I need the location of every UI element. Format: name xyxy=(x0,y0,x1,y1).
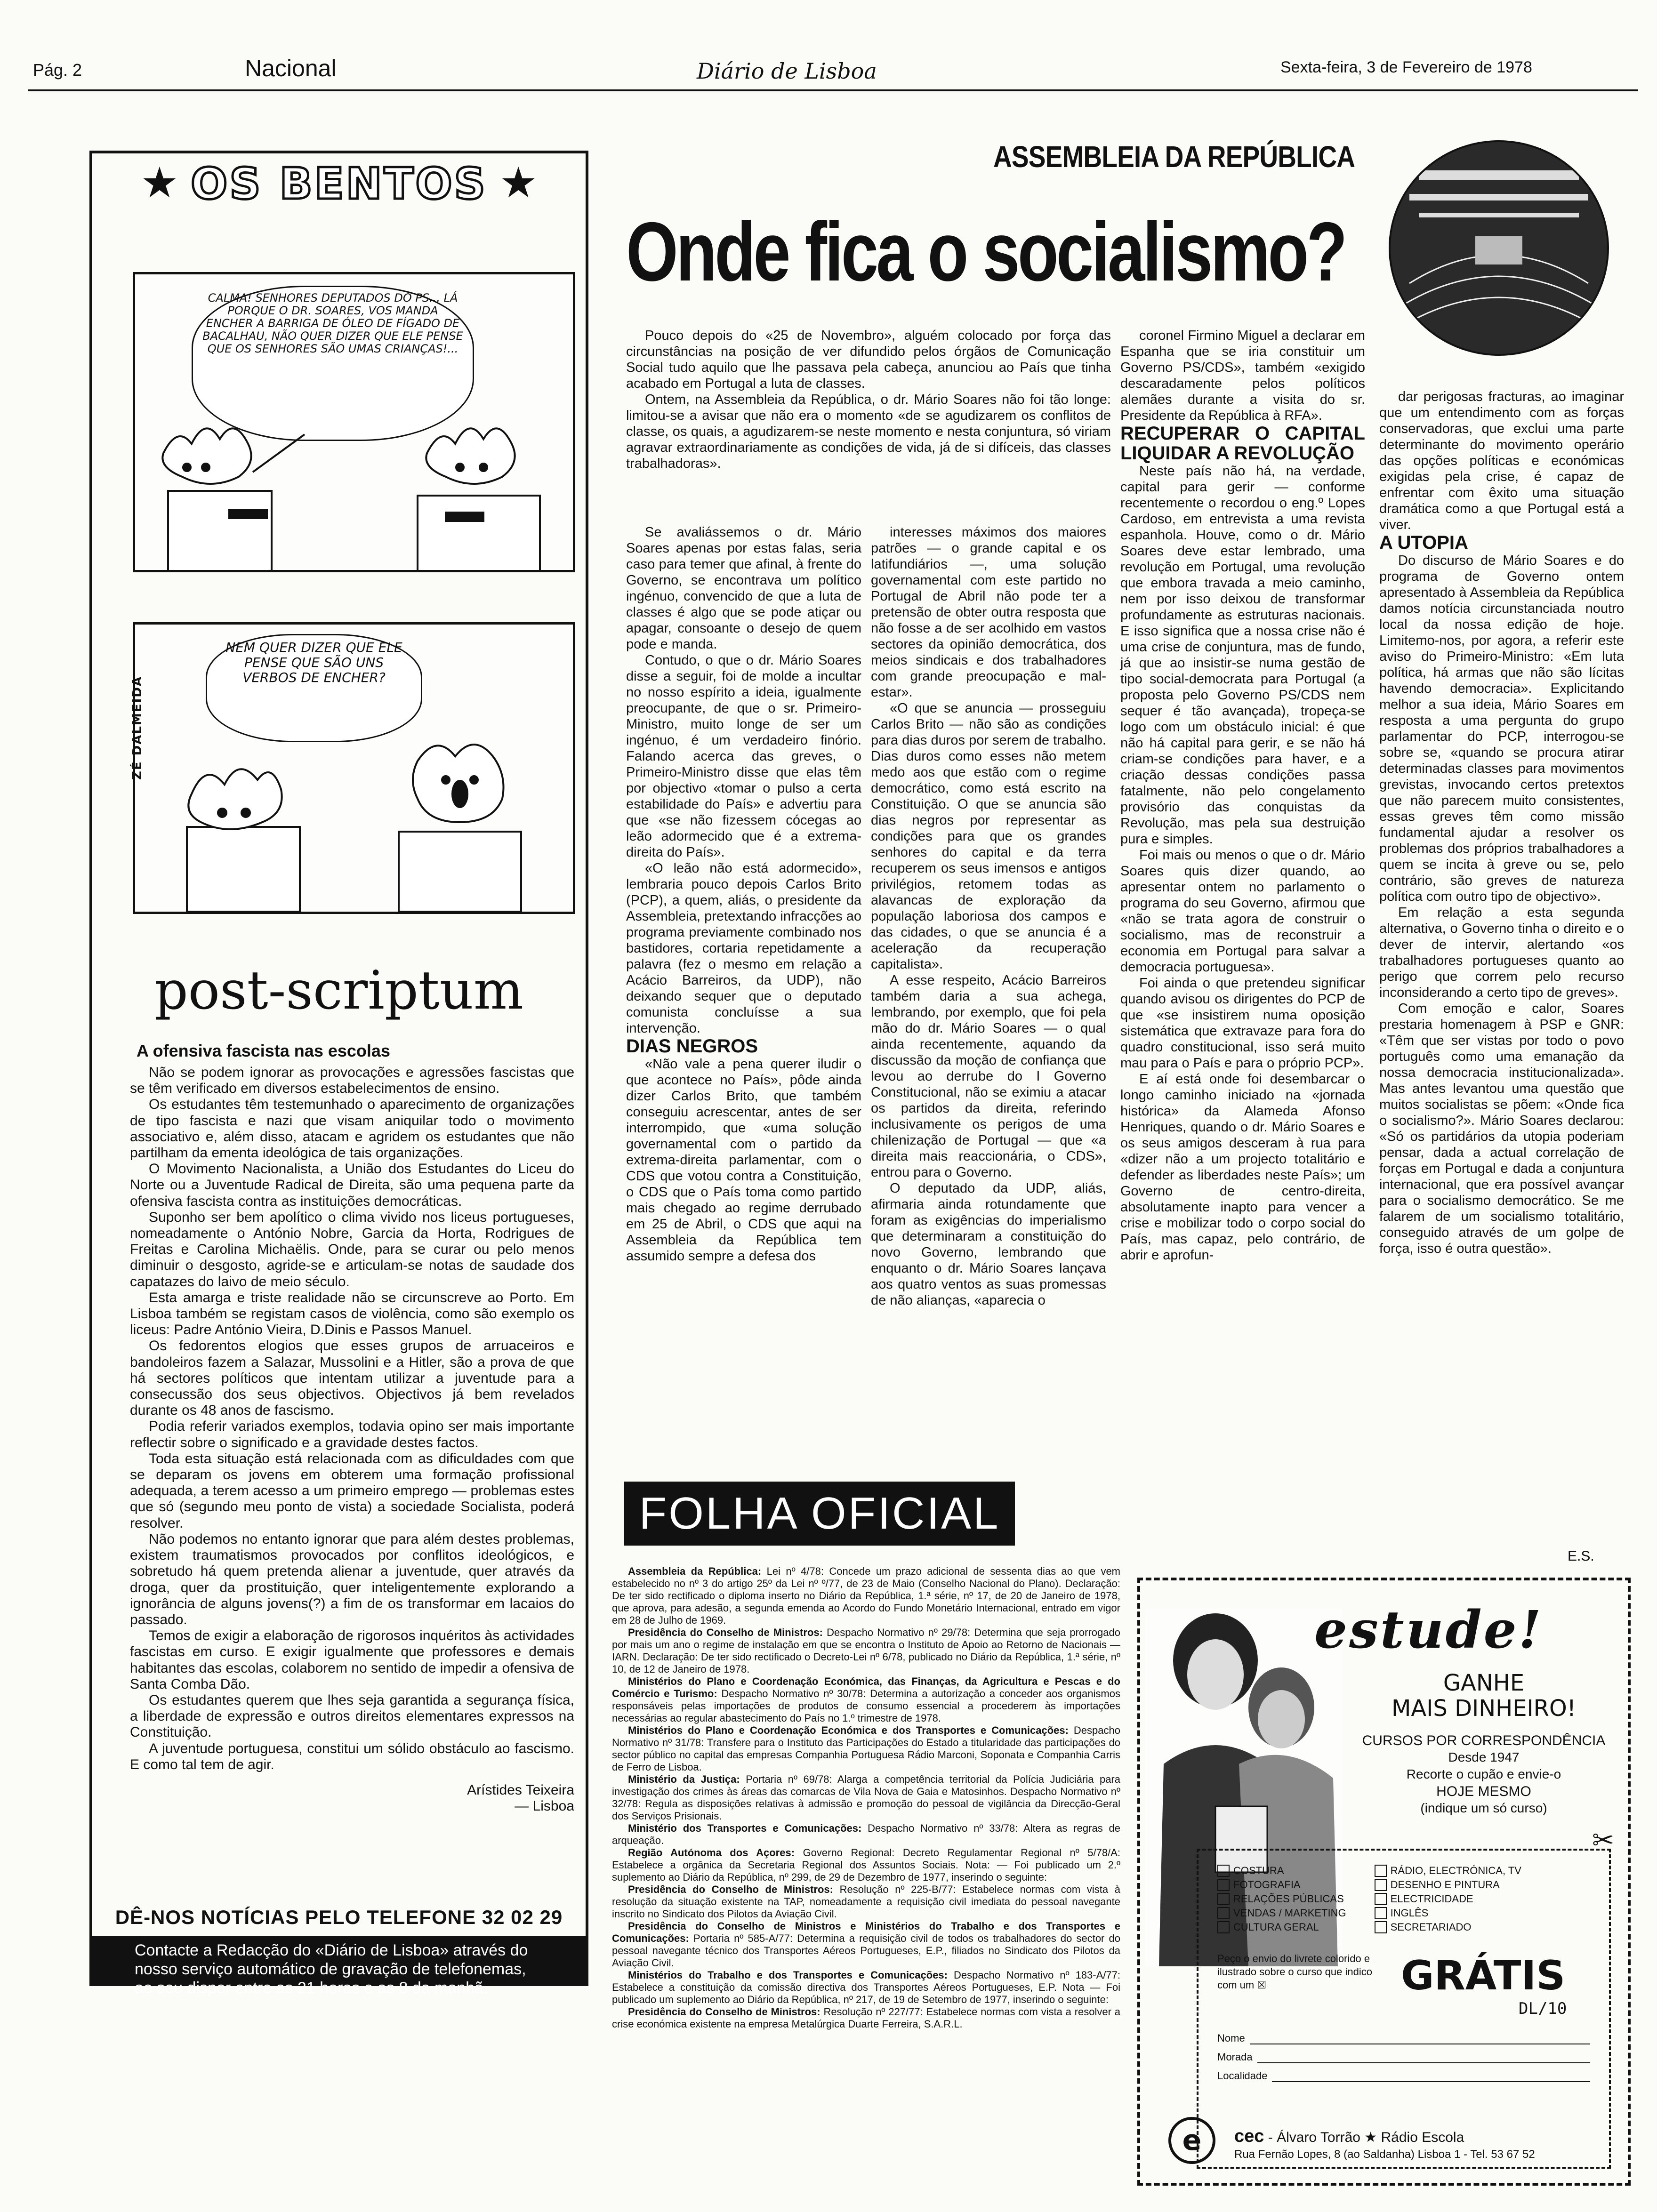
article-paragraph: Em relação a esta segunda alternativa, o Governo tinha o direito e o dever de intervir, alertando «os trabalhadores portugueses quanto ao perigo que correm pelo recurso inconsiderando a certo tipo de greves». xyxy=(1379,905,1624,1000)
folha-entry: Assembleia da República: Lei nº 4/78: Concede um prazo adicional de sessenta dias ao que vem estabelecido no nº 3 do artigo 25º da Lei nº º/77, de 23 de Maio (Conselho Nacional do Plano). Declaração: De ter sido rectificado o diploma inserto no Diário da República, 1.ª série, nº 17, de 20 de Janeiro de 1978, que aprova, para adesão, a segunda emenda ao Acordo do Fundo Monetário Internacional, entrado em vigor em 28 de Julho de 1969. xyxy=(612,1565,1121,1626)
article-column-2 xyxy=(871,524,1106,1308)
article-headline: Onde fica o socialismo? xyxy=(626,205,1345,298)
article-paragraph: Foi ainda o que pretendeu significar quando avisou os dirigentes do PCP de que «se insistirem numa oposição sistemática que extravaze para fora do quadro constitucional, isso será muito mau para o País e para o próprio PCP». xyxy=(1120,976,1365,1071)
folha-entry: Ministérios do Plano e Coordenação Económica e dos Transportes e Comunicações: Despacho Normativo nº 31/78: Transfere para o Instituto das Participações do Estado a titularidade das participações do sector público no capital das empresas Companhia Portuguesa Rádio Marconi, Soponata e Companhia Carris de Ferro de Lisboa. xyxy=(612,1724,1120,1773)
article-paragraph: Neste país não há, na verdade, capital para gerir — conforme recentemente o recordou o eng.º Lopes Cardoso, em entrevista a uma revista espanhola. Houve, como o dr. Mário Soares deve estar lembrado, uma revolução em Portugal, uma revolução que embora travada a meio caminho, nem por isso deixou de transformar profundamente as estruturas nacionais. E isso significa que a nossa crise não é uma crise de conjuntura, mas de fundo, já que ao insistir-se numa gestão de tipo social-democrata para Portugal (a proposta pelo Governo PS/CDS nem sequer é tão avançada), tropeça-se logo com um obstáculo inicial: é que não há capital para gerir, e se não há criam-se condições para haver, e a criação dessas condições passa fatalmente, não pelo congelamento provisório das conquistas da Revolução, mas pela sua destruição pura e simples. xyxy=(1120,464,1365,847)
postscriptum-paragraph: Os estudantes querem que lhes seja garantida a segurança física, a liberdade de expressão e outros direitos elementares expressos na Constituição. xyxy=(130,1692,574,1740)
star-icon: ★ xyxy=(140,160,179,207)
postscriptum-paragraph: A juventude portuguesa, constitui um sólido obstáculo ao fascismo. E como tal tem de agir. xyxy=(130,1740,574,1772)
option-costura[interactable]: COSTURA xyxy=(1217,1865,1346,1877)
folha-entry: Ministério da Justiça: Portaria nº 69/78: Alarga a competência territorial da Polícia Judiciária para investigação dos crimes às áreas das comarcas de Vila Nova de Gaia e Matosinhos. Despacho Normativo nº 32/78: Regula as disposições relativas à admissão e promoção do pessoal de vigilância da Direcção-Geral dos Serviços Prisionais. xyxy=(612,1773,1120,1822)
address-field[interactable] xyxy=(1257,2051,1590,2063)
article-signature: E.S. xyxy=(1568,1548,1594,1564)
article-paragraph: dar perigosas fracturas, ao imaginar que um entendimento com as forças conservadoras, que exclui uma parte determinante do movimento operário das opções políticas e económicas exigidas pela crise, é capaz de enfrentar com êxito uma situação dramática como a que Portugal está a viver. xyxy=(1379,389,1624,532)
folha-entry: Ministérios do Trabalho e dos Transportes e Comunicações: Despacho Normativo nº 183-A/77: Estabelece a constituição da comissão directiva dos Transportes Aéreos Portugueses, E.P. Nota — Foi publicado um suplemento ao Diário da República, nº 217, de 19 de Setembro de 1977, inserindo o seguinte: xyxy=(612,1969,1120,2005)
postscriptum-paragraph: Não podemos no entanto ignorar que para além destes problemas, existem traumatismos provocados por conflitos ideológicos, e sobretudo há quem pretenda alienar a juventude, quer através da droga, quer da prostituição, quer inteligentemente explorando a ignorância de alguns jovens(?) a fim de os transformar em lacaios do passado. xyxy=(130,1531,574,1627)
folha-entry: Ministério dos Transportes e Comunicações: Despacho Normativo nº 33/78: Altera as regras de arqueação. xyxy=(612,1822,1120,1846)
subhead-recuperar: RECUPERAR O CAPITAL LIQUIDAR A REVOLUÇÃO xyxy=(1120,423,1365,464)
article-paragraph: interesses máximos dos maiores patrões — o grande capital e os latifundiários —, uma solução governamental com este partido no Portugal de Abril não pode ter a pretensão de obter outra resposta que não fosse a de ser acolhido em vastos sectores da opinião democrática, dos meios sindicais e dos trabalhadores com grande preocupação e mal-estar». xyxy=(871,525,1106,700)
page-number: Pág. 2 xyxy=(33,60,82,80)
article-column-3 xyxy=(1120,328,1365,1263)
article-paragraph: Contudo, o que o dr. Mário Soares disse a seguir, foi de molde a incultar no nosso espírito a ideia, igualmente preocupante, de que o sr. Primeiro-Ministro, muito longe de ser um ingénuo, é um verdadeiro finório. Falando acerca das greves, o Primeiro-Ministro disse que elas têm por objectivo «tomar o pulso a certa estabilidade do País» e advertiu para que «se não fizessem cócegas ao leão adormecido que é a extrema-direita do País». xyxy=(626,653,861,860)
folha-oficial-title: FOLHA OFICIAL xyxy=(639,1488,1000,1539)
article-paragraph: «O que se anuncia — prosseguiu Carlos Brito — não são as condições para dias duros por serem de trabalho. Dias duros como esses não metem medo aos que estão com o regime democrático, como está escrito na Constituição. O que se anuncia são dias negros por representar as condições para que os grandes senhores do capital e da terra recuperem os seus imensos e antigos privilégios, retomem todas as alavancas de exploração da população laboriosa dos campos e das cidades, o que se anuncia é a aceleração da recuperação capitalista». xyxy=(871,701,1106,972)
postscriptum-body xyxy=(130,1065,574,1814)
article-column-1 xyxy=(626,524,861,1264)
speech-bubble-1: CALMA! SENHORES DEPUTADOS DO PS... LÁ PORQUE O DR. SOARES, VOS MANDA ENCHER A BARRIGA DE ÓLEO DE FÍGADO DE BACALHAU, NÃO QUER DIZER QUE ELE PENSE QUE OS SENHORES SÃO UMAS CRIANÇAS!... xyxy=(192,286,474,441)
name-field[interactable] xyxy=(1250,2032,1590,2044)
masthead: Diário de Lisboa xyxy=(697,58,877,84)
comic-title: OS BENTOS xyxy=(191,158,487,209)
option-relacoes[interactable]: RELAÇÕES PÚBLICAS xyxy=(1217,1893,1346,1905)
gratis-label: GRÁTIS xyxy=(1401,1952,1566,1999)
postscriptum-paragraph: Temos de exigir a elaboração de rigorosos inquéritos às actividades fascistas em curso. E exigir igualmente que professores e demais habitantes das escolas, colaborem no sentido de impedir a ofensiva de Santa Comba Dão. xyxy=(130,1628,574,1692)
advert-brand: cec - Álvaro Torrão ★ Rádio Escola xyxy=(1234,2126,1464,2146)
advert-recorte: Recorte o cupão e envie-o xyxy=(1406,1767,1561,1781)
folha-entry: Presidência do Conselho de Ministros: Resolução nº 225-B/77: Estabelece normas com vista à resolução da situação existente na TAP, nomeadamente a requisição civil imediata do pessoal navegante inscrito no Sindicato dos Pilotos da Aviação Civil. xyxy=(612,1883,1121,1920)
comic-panel-1 xyxy=(133,272,575,572)
checkbox[interactable] xyxy=(1217,1907,1230,1919)
folha-oficial-list xyxy=(612,1565,1120,2030)
folha-entry: Presidência do Conselho de Ministros: Despacho Normativo nº 29/78: Determina que seja prorrogado por mais um ano o regime de instalação em que se encontra o Instituto de Apoio ao Retorno de Nacionais — IARN. Declaração: De ter sido rectificado o Decreto-Lei nº 6/78, publicado no Diário da República, 1.ª série, nº 10, de 12 de Janeiro de 1978. xyxy=(612,1627,1120,1675)
comic-characters-1 xyxy=(135,274,573,571)
article-column-4 xyxy=(1379,389,1624,1257)
article-lead-paragraph: Pouco depois do «25 de Novembro», alguém colocado por força das circunstâncias na posição de ver difundido pelos órgãos de Comunicação Social tudo aquilo que lhe passava pela cabeça, anunciou ao País que tinha acabado em Portugal a luta de classes. xyxy=(626,328,1111,391)
option-desenho[interactable]: DESENHO E PINTURA xyxy=(1375,1879,1521,1891)
article-paragraph: A esse respeito, Acácio Barreiros também daria a sua achega, lembrando, por exemplo, que foi pela mão do dr. Mário Soares — o qual ainda recentemente, aquando da discussão da moção de confiança que levou ao derrube do I Governo Constitucional, não se eximiu a atacar os partidos da direita, referindo inclusivamente os perigos de uma chilenização de Portugal — que «a direita mais reaccionária, o CDS», entrou para o Governo. xyxy=(871,973,1106,1180)
postscriptum-paragraph: Não se podem ignorar as provocações e agressões fascistas que se têm verificado em diversos estabelecimentos de ensino. xyxy=(130,1065,574,1097)
coupon xyxy=(1197,1849,1611,2169)
article-paragraph: Do discurso de Mário Soares e do programa de Governo ontem apresentado à Assembleia da República damos notícia circunstanciada noutro local da nossa edição de hoje. Limitemo-nos, por agora, a referir este aviso do Primeiro-Ministro: «Em luta política, há armas que não são lícitas havendo democracia». Explicitando melhor a sua ideia, Mário Soares em resposta a uma pergunta do grupo parlamentar do PCP, interrogou-se sobre se, «quando se procura atirar determinadas classes para movimentos grevistas, invocando certos pretextos que não parecem muito consistentes, essas greves têm como missão fundamental ajudar a resolver os problemas dos próprios trabalhadores a quem se incita à greve ou se, pelo contrário, são greves de natureza política com outro tipo de objectivo». xyxy=(1379,553,1624,904)
postscriptum-paragraph: Podia referir variados exemplos, todavia opino ser mais importante reflectir sobre o significado e a gravidade destes factos. xyxy=(130,1419,574,1451)
course-options xyxy=(1217,1865,1590,1933)
option-fotografia[interactable]: FOTOGRAFIA xyxy=(1217,1879,1346,1891)
postscriptum-paragraph: Toda esta situação está relacionada com as dificuldades com que se deparam os jovens em obterem uma formação profissional adequada, a terem acesso a um primeiro emprego — problemas estes que só (segundo meu ponto de vista) a sociedade Socialista, poderá resolver. xyxy=(130,1451,574,1531)
folha-oficial-banner xyxy=(624,1482,1015,1546)
advert-hoje: HOJE MESMO xyxy=(1436,1784,1531,1799)
article-paragraph: Com emoção e calor, Soares prestaria homenagem à PSP e GNR: «Têm que ser vistas por todo o povo português como uma emanação da nossa democracia institucionalizada». Mas antes levantou uma questão que muitos socialistas se põem: «Onde fica o socialismo?». Mário Soares declarou: «Só os partidários da utopia poderiam pensar, dada a actual correlação de forças em Portugal e dada a conjuntura internacional, que era possível avançar para o socialismo democrático. Se me falarem de um socialismo totalitário, conseguido através de um golpe de força, isso é outra questão». xyxy=(1379,1001,1624,1256)
article-paragraph: Se avaliássemos o dr. Mário Soares apenas por estas falas, seria caso para temer que afinal, à frente do Governo, se encontrava um político ingénuo, convencido de que a luta de classes é algo que se pode atiçar ou apagar, consoante o desejo de quem pode e manda. xyxy=(626,525,861,652)
advert-estude: estude! xyxy=(1314,1599,1543,1660)
coupon-fields xyxy=(1217,2032,1590,2082)
article-paragraph: E aí está onde foi desembarcar o longo caminho iniciado na «jornada histórica» da Alameda Afonso Henriques, quando o dr. Mário Soares e os seus amigos desceram à rua para «dizer não a um projecto totalitário e defender as liberdades neste País»; um Governo de centro-direita, absolutamente inapto para vencer a crise e mobilizar todo o corpo social do País, mas capaz, pelo contrário, de abrir e aprofun- xyxy=(1120,1072,1365,1263)
folha-entry: Ministérios do Plano e Coordenação Económica, das Finanças, da Agricultura e Pescas e do Comércio e Turismo: Despacho Normativo nº 30/78: Determina a autorização a conceder aos organismos responsáveis pelas importações de produtos de consumo essencial a procederem às importações necessárias ao regular abastecimento do País no 1.º trimestre de 1978. xyxy=(612,1675,1120,1724)
checkbox[interactable] xyxy=(1217,1865,1230,1877)
coupon-code: DL/10 xyxy=(1519,1999,1567,2018)
checkbox[interactable] xyxy=(1217,1893,1230,1905)
comic-panel-2 xyxy=(130,622,575,914)
cross-mark: ☒ xyxy=(1257,1979,1267,1991)
postscriptum-paragraph: Suponho ser bem apolítico o clima vivido nos liceus portugueses, nomeadamente o António Nobre, Garcia da Horta, Rodrigues de Freitas e Carolina Michaëlis. Onde, para se curar ou pelo menos diminuir o desgosto, agride-se e articulam-se notas de saudade dos capatazes do laivo de meio século. xyxy=(130,1209,574,1290)
course-advert xyxy=(1137,1578,1631,2186)
checkbox[interactable] xyxy=(1217,1921,1230,1933)
article-kicker: ASSEMBLEIA DA REPÚBLICA xyxy=(993,140,1355,174)
field-label: Nome xyxy=(1217,2032,1245,2044)
field-label: Localidade xyxy=(1217,2070,1268,2082)
scissors-icon: ✂ xyxy=(1592,1826,1614,1855)
comic-signature: ZÉ DALMEIDA xyxy=(130,676,145,780)
checkbox[interactable] xyxy=(1375,1879,1387,1891)
advert-desde: Desde 1947 xyxy=(1448,1750,1520,1764)
postscriptum-paragraph: Os fedorentos elogios que esses grupos de arruaceiros e bandoleiros fazem a Salazar, Mussolini e a Hitler, são a prova de que há sectores políticos que intentam utilizar a juventude para a consecussão dos seus objectivos. Objectivos já bem revelados durante os 48 anos de fascismo. xyxy=(130,1338,574,1419)
folha-entry: Presidência do Conselho de Ministros e Ministérios do Trabalho e dos Transportes e Comunicações: Portaria nº 585-A/77: Determina a requisição civil de todos os trabalhadores do sector do pessoal navegante técnico dos Transportes Aéreos Portugueses, E.P., filiados no Sindicato dos Pilotos da Aviação Civil. xyxy=(612,1920,1120,1969)
article-paragraph: O deputado da UDP, aliás, afirmaria ainda rotundamente que foram as exigências do imperialismo que determinaram a constituição do novo Governo, lembrando que enquanto o dr. Mário Soares lançava aos quatro ventos as suas promessas de não alianças, «aparecia o xyxy=(871,1181,1106,1308)
article-paragraph: coronel Firmino Miguel a declarar em Espanha que se iria constituir um Governo PS/CDS», também «exigido descaradamente pelos políticos alemães durante a visita do sr. Presidente da República à RFA». xyxy=(1120,328,1365,423)
subhead-dias-negros: DIAS NEGROS xyxy=(626,1036,758,1057)
article-paragraph: «O leão não está adormecido», lembraria pouco depois Carlos Brito (PCP), a quem, aliás, o presidente da Assembleia, pretextando infracções ao programa previamente combinado nos bastidores, cortaria repetidamente a palavra (fez o mesmo em relação a Acácio Barreiros, da UDP), não deixando sequer que o deputado comunista concluísse a sua intervenção. xyxy=(626,861,861,1036)
contact-title: DÊ-NOS NOTÍCIAS PELO TELEFONE 32 02 29 xyxy=(115,1906,563,1928)
advert-address: Rua Fernão Lopes, 8 (ao Saldanha) Lisboa 1 - Tel. 53 67 52 xyxy=(1234,2148,1535,2161)
comic-title-banner xyxy=(92,155,586,212)
option-secretariado[interactable]: SECRETARIADO xyxy=(1375,1921,1521,1933)
option-cultura[interactable]: CULTURA GERAL xyxy=(1217,1921,1346,1933)
checkbox[interactable] xyxy=(1375,1921,1387,1933)
option-vendas[interactable]: VENDAS / MARKETING xyxy=(1217,1907,1346,1919)
article-lead xyxy=(626,328,1111,472)
locality-field[interactable] xyxy=(1272,2070,1590,2082)
postscriptum-paragraph: Esta amarga e triste realidade não se circunscreve ao Porto. Em Lisboa também se registam casos de violência, como são exemplo os liceus: Padre António Vieira, D.Dinis e Passos Manuel. xyxy=(130,1290,574,1338)
star-icon: ★ xyxy=(499,160,538,207)
postscriptum-paragraph: Os estudantes têm testemunhado o aparecimento de organizações de tipo fascista e nazi que visam aniquilar todo o movimento associativo e, além disso, atacam e agridem os estudantes que não partilham da ementa ideológica de tais organizações. xyxy=(130,1097,574,1161)
cec-logo: e xyxy=(1168,2117,1215,2164)
header-rule xyxy=(28,89,1638,91)
article-paragraph: Foi mais ou menos o que o dr. Mário Soares quis dizer quando, ao apresentar ontem no parlamento o programa do seu Governo, afirmou que «não se trata agora de construir o socialismo, mas de reconstruir a economia em Portugal para salvar a democracia portuguesa». xyxy=(1120,848,1365,975)
section-name: Nacional xyxy=(245,55,337,81)
article-lead-paragraph: Ontem, na Assembleia da República, o dr. Mário Soares não foi tão longe: limitou-se a avisar que não era o momento «de se agudizarem os conflitos de classe, os quais, a agudizarem-se neste momento e nesta conjuntura, só viriam agravar extraordinariamente as condições de vida, já de si difíceis, das classes trabalhadoras». xyxy=(626,392,1111,471)
option-electricidade[interactable]: ELECTRICIDADE xyxy=(1375,1893,1521,1905)
postscriptum-headline: A ofensiva fascista nas escolas xyxy=(137,1041,390,1060)
field-label: Morada xyxy=(1217,2051,1253,2063)
comic-characters-2 xyxy=(135,625,573,912)
folha-entry: Presidência do Conselho de Ministros: Resolução nº 227/77: Estabelece normas com vista a resolver a crise económica existente na empresa Metalúrgica Duarte Ferreira, S.A.R.L. xyxy=(612,2006,1121,2030)
checkbox[interactable] xyxy=(1375,1907,1387,1919)
advert-ganhe: GANHE xyxy=(1443,1670,1525,1696)
option-ingles[interactable]: INGLÊS xyxy=(1375,1907,1521,1919)
postscriptum-paragraph: O Movimento Nacionalista, a União dos Estudantes do Liceu do Norte ou a Juventude Radical de Direita, são uma pequena parte da ofensiva fascista contra as instituições democráticas. xyxy=(130,1161,574,1209)
issue-date: Sexta-feira, 3 de Fevereiro de 1978 xyxy=(1280,58,1532,76)
assembly-hall-photo xyxy=(1389,140,1609,356)
checkbox[interactable] xyxy=(1375,1865,1387,1877)
advert-indique: (indique um só curso) xyxy=(1420,1801,1547,1815)
speech-bubble-2: NEM QUER DIZER QUE ELE PENSE QUE SÃO UNS VERBOS DE ENCHER? xyxy=(206,634,422,742)
coupon-instructions: Peço o envio do livrete colorido e ilustrado sobre o curso que indico com um ☒ xyxy=(1217,1953,1372,1991)
checkbox[interactable] xyxy=(1217,1879,1230,1891)
article-paragraph: «Não vale a pena querer iludir o que acontece no País», pôde ainda dizer Carlos Brito, que também conseguiu acrescentar, antes de ser interrompido, que «uma solução governamental com o partido da extrema-direita parlamentar, com o CDS que votou contra a Constituição, o CDS que o País toma como partido mais chegado ao regime derrubado em 25 de Abril, o CDS que aqui na Assembleia da República tem assumido sempre a defesa dos xyxy=(626,1057,861,1264)
checkbox[interactable] xyxy=(1375,1893,1387,1905)
option-radio[interactable]: RÁDIO, ELECTRÓNICA, TV xyxy=(1375,1865,1521,1877)
postscriptum-title: post-scriptum xyxy=(154,960,524,1021)
contact-box xyxy=(92,1936,586,1997)
postscriptum-author: Arístides Teixeira xyxy=(467,1782,574,1798)
folha-entry: Região Autónoma dos Açores: Governo Regional: Decreto Regulamentar Regional nº 5/78/A: Estabelece a orgânica da Secretaria Regional dos Assuntos Sociais. Nota: — Foi publicado um 2.º suplemento ao Diário da República, nº 299, de 29 de Dezembro de 1977, inserindo o seguinte: xyxy=(612,1847,1120,1883)
postscriptum-place: — Lisboa xyxy=(515,1798,574,1814)
subhead-utopia: A UTOPIA xyxy=(1379,532,1468,553)
contact-text: Contacte a Redacção do «Diário de Lisboa» através do nosso serviço automático de gravação de telefonemas, ao seu dispor entre as 21 horas e as 8 da manhã. xyxy=(135,1941,528,1997)
assembly-hall-illustration xyxy=(1391,142,1607,354)
advert-dinheiro: MAIS DINHEIRO! xyxy=(1391,1695,1577,1722)
advert-cursos: CURSOS POR CORRESPONDÊNCIA xyxy=(1362,1733,1606,1748)
